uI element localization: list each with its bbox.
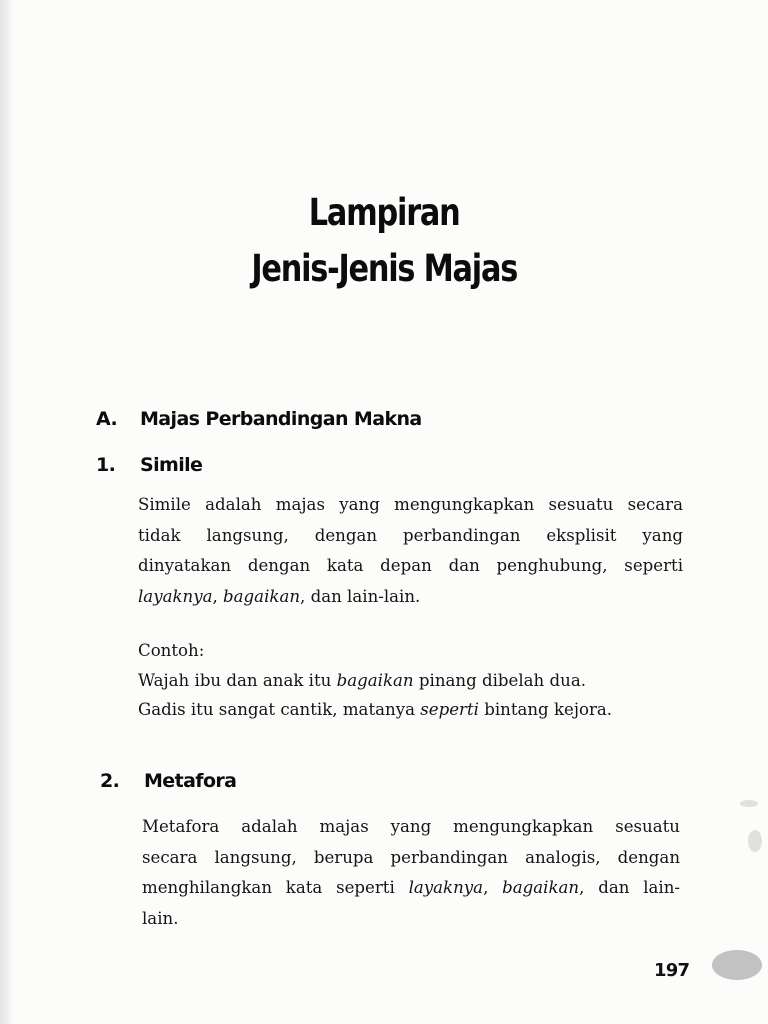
paper-tear-mark [712, 950, 762, 980]
paragraph-line [138, 582, 683, 613]
metafora-definition [142, 812, 680, 934]
item-number: 2. [100, 770, 120, 792]
page-number: 197 [654, 960, 690, 981]
paper-tear-mark [740, 800, 758, 807]
text-fragment: pinang dibelah dua. [413, 670, 586, 690]
example-sentence [138, 666, 612, 696]
italic-term: bagaikan [502, 878, 580, 898]
scan-edge-shadow [0, 0, 14, 1024]
text-fragment: , [483, 878, 503, 898]
text-fragment: Wajah ibu dan anak itu [138, 670, 337, 690]
italic-term: seperti [420, 700, 479, 719]
italic-term: layaknya [408, 878, 484, 898]
text-fragment: menghilangkan kata seperti [142, 878, 409, 898]
simile-examples [138, 636, 612, 725]
italic-term: bagaikan [336, 670, 414, 690]
paper-tear-mark [748, 830, 762, 852]
item-heading-simile [96, 454, 202, 476]
text-fragment: Gadis itu sangat cantik, matanya [138, 700, 421, 719]
italic-term: bagaikan [223, 586, 301, 606]
paragraph-line: Metafora adalah majas yang mengungkapkan sesuatu [142, 817, 680, 836]
example-sentence [138, 695, 612, 725]
page-title-line-2: Jenis-Jenis Majas [251, 247, 518, 290]
paragraph-line: secara langsung, berupa perbandingan analogis, dengan [142, 847, 680, 867]
section-heading [96, 408, 422, 430]
section-title: Majas Perbandingan Makna [140, 408, 422, 430]
text-fragment: , dan lain- [579, 878, 680, 898]
simile-definition [138, 490, 683, 612]
example-label: Contoh: [138, 641, 205, 660]
paragraph-line: tidak langsung, dengan perbandingan eksplisit yang [138, 525, 683, 545]
item-title: Metafora [144, 770, 237, 792]
paragraph-line: Simile adalah majas yang mengungkapkan sesuatu secara [138, 495, 683, 514]
text-fragment: , dan lain-lain. [300, 586, 421, 606]
italic-term: layaknya [138, 586, 213, 606]
item-heading-metafora [100, 770, 236, 792]
section-label: A. [96, 408, 118, 430]
paragraph-line: dinyatakan dengan kata depan dan penghubung, seperti [138, 556, 683, 576]
paragraph-line: lain. [142, 908, 179, 928]
page-title-line-1: Lampiran [308, 191, 460, 234]
text-fragment: bintang kejora. [478, 700, 613, 719]
text-fragment: , [212, 586, 224, 606]
paragraph-line [142, 873, 680, 904]
item-number: 1. [96, 454, 116, 476]
item-title: Simile [140, 454, 203, 476]
